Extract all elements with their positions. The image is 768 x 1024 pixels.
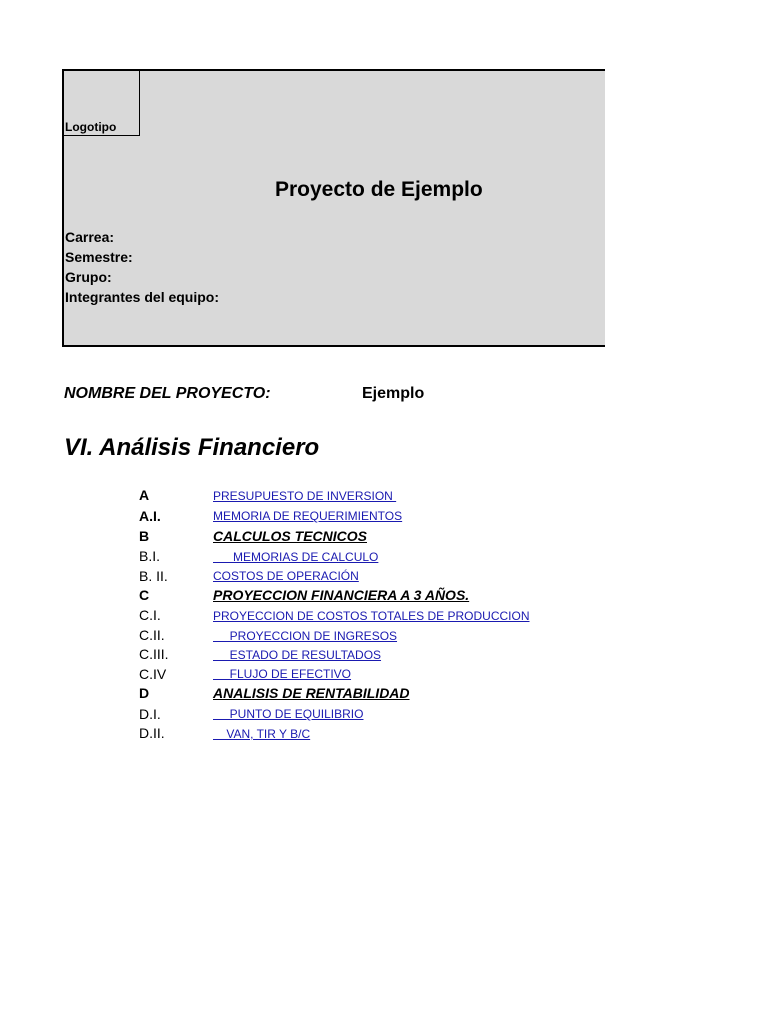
toc-code-d-i: D.I.: [139, 706, 161, 722]
field-grupo: Grupo:: [65, 269, 112, 285]
logo-label: Logotipo: [65, 120, 117, 134]
section-heading: VI. Análisis Financiero: [64, 434, 320, 461]
project-name-label: NOMBRE DEL PROYECTO:: [64, 385, 271, 402]
toc-link-proyeccion-ingresos[interactable]: PROYECCION DE INGRESOS: [213, 629, 398, 643]
toc-link-memorias-calculo[interactable]: MEMORIAS DE CALCULO: [213, 550, 379, 564]
toc-code-c-iii: C.III.: [139, 646, 169, 662]
toc-code-b-ii: B. II.: [139, 568, 168, 584]
toc-code-c-ii: C.II.: [139, 627, 165, 643]
project-name-value: Ejemplo: [362, 385, 425, 402]
toc-link-proyeccion-costos-totales[interactable]: PROYECCION DE COSTOS TOTALES DE PRODUCCION: [213, 609, 530, 623]
toc-link-estado-resultados[interactable]: ESTADO DE RESULTADOS: [213, 648, 382, 662]
field-carrera: Carrea:: [65, 229, 115, 245]
field-semestre: Semestre:: [65, 249, 133, 265]
toc-code-b-i: B.I.: [139, 548, 161, 564]
toc-link-memoria-requerimientos[interactable]: MEMORIA DE REQUERIMIENTOS: [213, 509, 403, 523]
toc-subheading-analisis-rentabilidad: ANALISIS DE RENTABILIDAD: [213, 685, 410, 701]
toc-code-c: C: [139, 587, 150, 603]
project-title: Proyecto de Ejemplo: [275, 178, 483, 201]
toc-code-a: A: [139, 487, 150, 503]
toc-code-d: D: [139, 685, 150, 701]
toc-subheading-calculos-tecnicos: CALCULOS TECNICOS: [213, 528, 367, 544]
toc-link-punto-equilibrio[interactable]: PUNTO DE EQUILIBRIO: [213, 707, 364, 721]
toc-link-presupuesto-inversion[interactable]: PRESUPUESTO DE INVERSION: [213, 489, 397, 503]
toc-code-b: B: [139, 528, 150, 544]
toc-code-d-ii: D.II.: [139, 725, 165, 741]
toc-code-c-i: C.I.: [139, 607, 161, 623]
field-integrantes: Integrantes del equipo:: [65, 289, 220, 305]
toc-code-a-i: A.I.: [139, 508, 161, 524]
toc-code-c-iv: C.IV: [139, 666, 167, 682]
toc-subheading-proyeccion-financiera: PROYECCION FINANCIERA A 3 AÑOS.: [213, 587, 470, 603]
toc-link-costos-operacion[interactable]: COSTOS DE OPERACIÓN: [213, 569, 359, 583]
toc-link-van-tir-bc[interactable]: VAN, TIR Y B/C: [213, 727, 311, 741]
toc-link-flujo-efectivo[interactable]: FLUJO DE EFECTIVO: [213, 667, 352, 681]
